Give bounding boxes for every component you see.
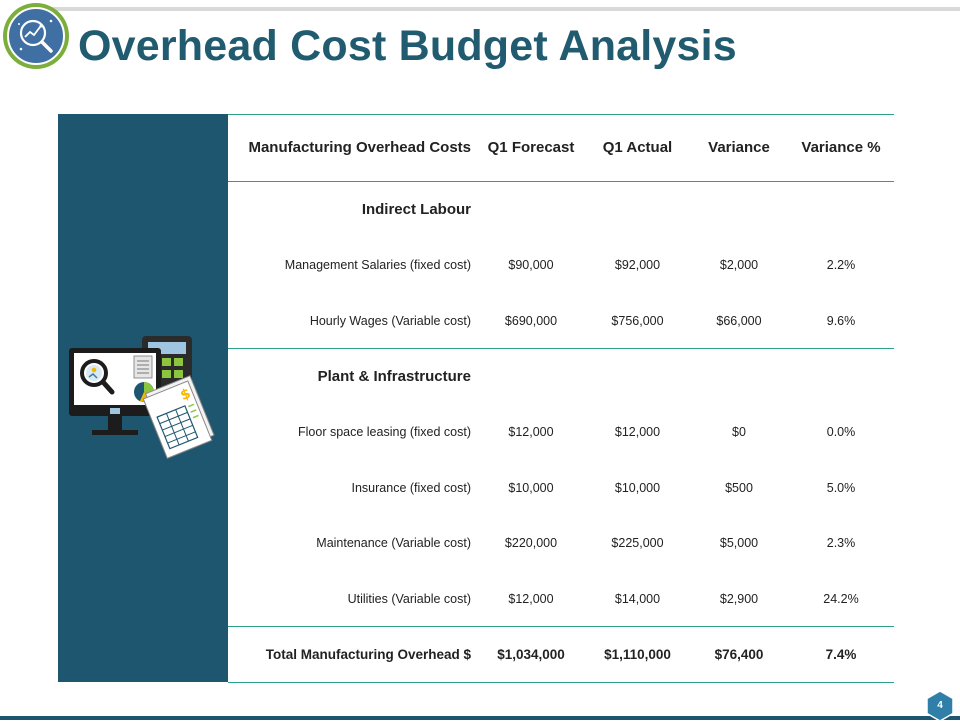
cell-actual: $12,000 [614,425,661,440]
total-label: Total Manufacturing Overhead $ [228,627,477,683]
row-label: Maintenance (Variable cost) [316,536,471,551]
total-variance-percent: 7.4% [788,627,894,683]
total-row [228,627,894,683]
table-row [228,460,894,516]
cell-actual: $92,000 [614,258,661,273]
table-header-row [228,115,894,182]
table-row [228,238,894,294]
cell-forecast: $12,000 [508,425,554,440]
overhead-cost-table [228,114,894,682]
cell-variance-percent: 0.0% [826,425,856,440]
cell-variance: $5,000 [719,536,759,551]
header-variance: Variance [690,115,788,182]
header-q1-forecast: Q1 Forecast [477,115,585,182]
cell-forecast: $220,000 [504,536,558,551]
cell-variance: $2,000 [719,258,759,273]
analytics-magnifier-icon [3,3,69,69]
row-label: Utilities (Variable cost) [347,591,471,606]
cell-forecast: $12,000 [508,591,554,606]
bottom-bar [0,716,960,720]
row-label: Insurance (fixed cost) [351,480,471,495]
header-q1-actual: Q1 Actual [585,115,690,182]
cell-actual: $10,000 [614,480,661,495]
table-row [228,405,894,461]
cell-variance-percent: 2.2% [826,258,856,273]
total-forecast: $1,034,000 [477,627,585,683]
table-row [228,571,894,627]
cell-actual: $756,000 [611,313,664,328]
cell-actual: $14,000 [614,591,661,606]
section-row [228,349,894,405]
row-label: Hourly Wages (Variable cost) [309,313,471,328]
section-title: Plant & Infrastructure [228,349,477,405]
header-variance-percent: Variance % [788,115,894,182]
cell-variance-percent: 2.3% [826,536,856,551]
page-number-badge [926,690,954,722]
cell-variance: $66,000 [716,313,762,328]
page-number: 4 [937,700,943,711]
cell-variance-percent: 5.0% [826,480,856,495]
header-costs: Manufacturing Overhead Costs [228,115,477,182]
cell-variance: $500 [725,480,753,495]
cell-forecast: $10,000 [508,480,554,495]
cell-variance-percent: 24.2% [823,591,859,606]
top-rule [52,7,960,11]
total-variance: $76,400 [690,627,788,683]
cell-actual: $225,000 [611,536,664,551]
svg-text:$: $ [178,385,194,405]
cell-variance: $0 [732,425,746,440]
cell-variance-percent: 9.6% [826,313,856,328]
row-label: Floor space leasing (fixed cost) [298,425,471,440]
cell-forecast: $90,000 [508,258,554,273]
total-actual: $1,110,000 [585,627,690,683]
page-title: Overhead Cost Budget Analysis [78,22,737,70]
computer-analysis-documents-icon [64,330,224,465]
table-row [228,516,894,572]
section-row [228,182,894,238]
table-row [228,293,894,349]
section-title: Indirect Labour [228,182,477,238]
cell-variance: $2,900 [719,591,759,606]
cell-forecast: $690,000 [504,313,558,328]
row-label: Management Salaries (fixed cost) [284,258,471,273]
